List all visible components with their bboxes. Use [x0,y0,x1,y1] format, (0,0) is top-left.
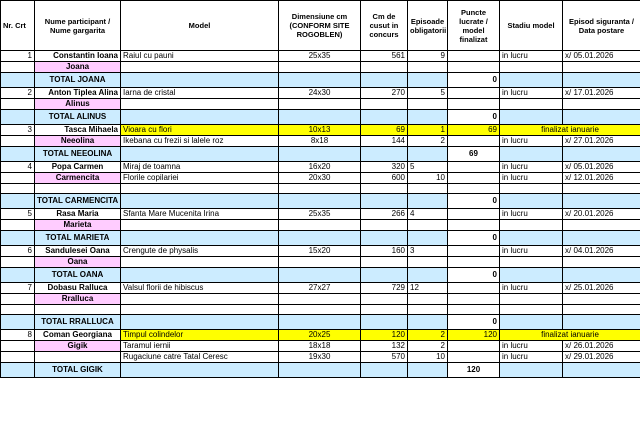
cell-empty[interactable] [361,194,408,209]
total-value[interactable]: 0 [448,268,500,283]
cell-stage[interactable]: in lucru [500,283,563,294]
cell-cm[interactable]: 320 [361,162,408,173]
cell-model[interactable]: Ikebana cu frezii si lalele roz [121,136,279,147]
cell-nr[interactable]: 3 [1,125,35,136]
cell-model[interactable]: Timpul colindelor [121,330,279,341]
total-label[interactable]: TOTAL MARIETA [35,231,121,246]
cell-participant[interactable]: Rasa Maria [35,209,121,220]
cell-empty[interactable] [121,147,279,162]
cell-empty[interactable] [448,62,500,73]
cell-model[interactable]: Iarna de cristal [121,88,279,99]
table-row [1,88,640,99]
cell-empty[interactable] [408,305,448,315]
cell-episodes[interactable]: 2 [408,341,448,352]
cell-nr[interactable]: 7 [1,283,35,294]
cell-empty[interactable] [448,184,500,194]
cell-cm[interactable]: 160 [361,246,408,257]
cell-empty[interactable] [1,220,35,231]
cell-empty[interactable] [121,231,279,246]
cell-stage[interactable]: in lucru [500,162,563,173]
cell-nickname[interactable]: Oana [35,257,121,268]
cell-episodes[interactable]: 5 [408,88,448,99]
cell-empty[interactable] [121,73,279,88]
cell-empty[interactable] [361,268,408,283]
table-row [1,162,640,173]
cell-cm[interactable]: 266 [361,209,408,220]
cell-empty[interactable] [408,231,448,246]
total-row [1,110,640,125]
cell-empty[interactable] [121,315,279,330]
cell-points[interactable] [448,352,500,363]
cell-empty[interactable] [1,136,35,147]
cell-stage[interactable]: in lucru [500,136,563,147]
cell-stage[interactable]: in lucru [500,352,563,363]
cell-model[interactable]: Taramul iernii [121,341,279,352]
cell-empty[interactable] [279,294,361,305]
cell-empty[interactable] [361,315,408,330]
cell-empty[interactable] [500,194,563,209]
cell-nr[interactable]: 2 [1,88,35,99]
cell-model[interactable]: Raiul cu pauni [121,51,279,62]
header-episodes[interactable]: Episoade obligatorii [408,1,448,51]
cell-dimension[interactable]: 8x18 [279,136,361,147]
cell-empty[interactable] [279,62,361,73]
cell-empty[interactable] [121,99,279,110]
cell-empty[interactable] [500,62,563,73]
total-label[interactable]: TOTAL RRALLUCA [35,315,121,330]
cell-stage[interactable]: in lucru [500,209,563,220]
cell-episodes[interactable]: 12 [408,283,448,294]
cell-safety[interactable]: x/ 04.01.2026 [563,246,640,257]
cell-safety[interactable]: x/ 27.01.2026 [563,136,640,147]
cell-stage[interactable]: in lucru [500,246,563,257]
cell-empty[interactable] [408,315,448,330]
cell-empty[interactable] [408,194,448,209]
cell-empty[interactable] [500,305,563,315]
cell-nr[interactable]: 5 [1,209,35,220]
cell-nickname[interactable]: Gigik [35,341,121,352]
cell-empty[interactable] [121,363,279,378]
cell-points[interactable] [448,341,500,352]
cell-points[interactable] [448,246,500,257]
cell-cm[interactable]: 144 [361,136,408,147]
cell-empty[interactable] [1,231,35,246]
total-row [1,147,640,162]
cell-empty[interactable] [279,147,361,162]
cell-empty[interactable] [1,99,35,110]
cell-empty[interactable] [361,257,408,268]
cell-empty[interactable] [279,231,361,246]
cell-dimension[interactable]: 15x20 [279,246,361,257]
cell-points[interactable] [448,162,500,173]
cell-dimension[interactable]: 16x20 [279,162,361,173]
cell-empty[interactable] [408,184,448,194]
header-stage[interactable]: Stadiu model [500,1,563,51]
cell-empty[interactable] [1,147,35,162]
cell-episodes[interactable]: 9 [408,51,448,62]
cell-model[interactable]: Crengute de physalis [121,246,279,257]
cell-empty[interactable] [500,294,563,305]
cell-stage[interactable]: finalizat ianuarie [500,330,640,341]
cell-participant[interactable]: Tasca Mihaela [35,125,121,136]
cell-stage[interactable]: finalizat ianuarie [500,125,640,136]
cell-dimension[interactable]: 10x13 [279,125,361,136]
table-row [1,246,640,257]
cell-stage[interactable]: in lucru [500,173,563,184]
cell-empty[interactable] [1,184,35,194]
cell-empty[interactable] [408,268,448,283]
cell-empty[interactable] [1,294,35,305]
cell-points[interactable] [448,209,500,220]
cell-empty[interactable] [408,257,448,268]
blank-row [1,184,640,194]
total-value[interactable]: 0 [448,110,500,125]
cell-nr[interactable]: 1 [1,51,35,62]
cell-stage[interactable]: in lucru [500,341,563,352]
cell-episodes[interactable]: 3 [408,246,448,257]
cell-empty[interactable] [1,268,35,283]
cell-nickname[interactable]: Joana [35,62,121,73]
cell-dimension[interactable]: 20x25 [279,330,361,341]
cell-empty[interactable] [121,268,279,283]
cell-empty[interactable] [563,363,640,378]
cell-stage[interactable]: in lucru [500,51,563,62]
header-dimension[interactable]: Dimensiune cm (CONFORM SITE ROGOBLEN) [279,1,361,51]
cell-empty[interactable] [500,99,563,110]
cell-dimension[interactable]: 20x30 [279,173,361,184]
cell-nickname[interactable]: Carmencita [35,173,121,184]
cell-participant[interactable]: Anton Tiplea Alina [35,88,121,99]
cell-nickname[interactable]: Rralluca [35,294,121,305]
cell-dimension[interactable]: 24x30 [279,88,361,99]
table-row [1,209,640,220]
total-row [1,363,640,378]
cell-nr[interactable]: 8 [1,330,35,341]
cell-empty[interactable] [448,99,500,110]
cell-empty[interactable] [121,184,279,194]
cell-empty[interactable] [563,194,640,209]
total-value[interactable]: 0 [448,73,500,88]
cell-empty[interactable] [448,305,500,315]
cell-empty[interactable] [448,257,500,268]
cell-safety[interactable]: x/ 25.01.2026 [563,283,640,294]
cell-points[interactable] [448,283,500,294]
cell-empty[interactable] [121,220,279,231]
cell-empty[interactable] [563,305,640,315]
cell-dimension[interactable]: 25x35 [279,51,361,62]
header-safety[interactable]: Episod siguranta / Data postare [563,1,640,51]
cell-empty[interactable] [279,73,361,88]
cell-points[interactable] [448,136,500,147]
cell-cm[interactable]: 270 [361,88,408,99]
cell-empty[interactable] [1,73,35,88]
cell-empty[interactable] [279,194,361,209]
table-row [1,257,640,268]
cell-episodes[interactable]: 4 [408,209,448,220]
total-label[interactable]: TOTAL CARMENCITA [35,194,121,209]
cell-dimension[interactable]: 18x18 [279,341,361,352]
cell-empty[interactable] [279,220,361,231]
cell-empty[interactable] [35,352,121,363]
total-value[interactable]: 0 [448,315,500,330]
cell-empty[interactable] [500,268,563,283]
cell-empty[interactable] [361,99,408,110]
cell-dimension[interactable]: 27x27 [279,283,361,294]
blank-row [1,305,640,315]
cell-safety[interactable]: x/ 12.01.2026 [563,173,640,184]
total-row [1,73,640,88]
cell-empty[interactable] [1,305,35,315]
cell-empty[interactable] [1,62,35,73]
cell-empty[interactable] [408,110,448,125]
cell-empty[interactable] [408,62,448,73]
cell-cm[interactable]: 69 [361,125,408,136]
cell-participant[interactable]: Constantin Ioana [35,51,121,62]
cell-empty[interactable] [563,62,640,73]
cell-nickname[interactable]: Neeolina [35,136,121,147]
cell-empty[interactable] [563,73,640,88]
cell-model[interactable]: Sfanta Mare Mucenita Irina [121,209,279,220]
cell-empty[interactable] [1,341,35,352]
table-row [1,173,640,184]
total-row [1,315,640,330]
cell-empty[interactable] [361,220,408,231]
cell-model[interactable]: Valsul florii de hibiscus [121,283,279,294]
cell-points[interactable] [448,173,500,184]
total-label[interactable]: TOTAL OANA [35,268,121,283]
cell-points[interactable]: 120 [448,330,500,341]
cell-episodes[interactable]: 2 [408,330,448,341]
cell-empty[interactable] [1,110,35,125]
cell-empty[interactable] [563,315,640,330]
table-row [1,136,640,147]
total-label[interactable]: TOTAL NEEOLINA [35,147,121,162]
cell-empty[interactable] [408,294,448,305]
total-value[interactable]: 69 [448,147,500,162]
cell-cm[interactable]: 132 [361,341,408,352]
cell-empty[interactable] [563,231,640,246]
cell-empty[interactable] [361,231,408,246]
cell-empty[interactable] [500,257,563,268]
header-model[interactable]: Model [121,1,279,51]
cell-points[interactable]: 69 [448,125,500,136]
cell-empty[interactable] [121,110,279,125]
cell-empty[interactable] [279,268,361,283]
cell-empty[interactable] [563,147,640,162]
cell-empty[interactable] [279,99,361,110]
cell-empty[interactable] [408,220,448,231]
total-row [1,194,640,209]
cell-empty[interactable] [563,110,640,125]
total-label[interactable]: TOTAL JOANA [35,73,121,88]
cell-empty[interactable] [448,220,500,231]
header-points[interactable]: Puncte lucrate / model finalizat [448,1,500,51]
cell-empty[interactable] [500,231,563,246]
cell-safety[interactable]: x/ 20.01.2026 [563,209,640,220]
cell-empty[interactable] [408,363,448,378]
cell-episodes[interactable]: 1 [408,125,448,136]
cell-empty[interactable] [279,110,361,125]
cell-participant[interactable]: Popa Carmen [35,162,121,173]
cell-model[interactable]: Florile copilariei [121,173,279,184]
total-value[interactable]: 120 [448,363,500,378]
cell-empty[interactable] [1,257,35,268]
cell-empty[interactable] [563,268,640,283]
table-row [1,220,640,231]
cell-empty[interactable] [279,315,361,330]
cell-safety[interactable]: x/ 17.01.2026 [563,88,640,99]
cell-empty[interactable] [1,363,35,378]
cell-empty[interactable] [563,184,640,194]
cell-empty[interactable] [279,363,361,378]
cell-empty[interactable] [408,73,448,88]
cell-empty[interactable] [500,315,563,330]
header-cm[interactable]: Cm de cusut in concurs [361,1,408,51]
header-nr[interactable]: Nr. Crt [1,1,35,51]
cell-empty[interactable] [1,352,35,363]
cell-empty[interactable] [121,62,279,73]
table-row [1,125,640,136]
cell-participant[interactable]: Sandulesei Oana [35,246,121,257]
cell-empty[interactable] [448,294,500,305]
cell-episodes[interactable]: 2 [408,136,448,147]
total-label[interactable]: TOTAL GIGIK [35,363,121,378]
cell-model[interactable]: Rugaciune catre Tatal Ceresc [121,352,279,363]
cell-empty[interactable] [408,99,448,110]
cell-empty[interactable] [1,315,35,330]
cell-empty[interactable] [500,73,563,88]
table-row [1,51,640,62]
cell-empty[interactable] [279,184,361,194]
total-value[interactable]: 0 [448,194,500,209]
cell-empty[interactable] [361,305,408,315]
cell-nr[interactable]: 4 [1,162,35,173]
cell-empty[interactable] [279,305,361,315]
cell-empty[interactable] [121,257,279,268]
cell-empty[interactable] [563,220,640,231]
cell-safety[interactable]: x/ 26.01.2026 [563,341,640,352]
cell-cm[interactable]: 600 [361,173,408,184]
header-participant[interactable]: Nume participant / Nume gargarita [35,1,121,51]
cell-empty[interactable] [35,184,121,194]
cell-cm[interactable]: 729 [361,283,408,294]
cell-empty[interactable] [563,257,640,268]
cell-model[interactable]: Vioara cu flori [121,125,279,136]
total-value[interactable]: 0 [448,231,500,246]
table-row [1,330,640,341]
total-label[interactable]: TOTAL ALINUS [35,110,121,125]
cell-empty[interactable] [1,173,35,184]
cell-cm[interactable]: 120 [361,330,408,341]
cell-empty[interactable] [563,294,640,305]
cell-safety[interactable]: x/ 29.01.2026 [563,352,640,363]
cell-empty[interactable] [361,184,408,194]
cell-empty[interactable] [279,257,361,268]
cell-empty[interactable] [500,363,563,378]
total-row [1,268,640,283]
cell-episodes[interactable]: 10 [408,352,448,363]
cell-safety[interactable]: x/ 05.01.2026 [563,162,640,173]
cell-empty[interactable] [500,184,563,194]
cell-stage[interactable]: in lucru [500,88,563,99]
cell-dimension[interactable]: 19x30 [279,352,361,363]
cell-empty[interactable] [121,305,279,315]
header-row [1,1,640,51]
table-row [1,341,640,352]
cell-empty[interactable] [500,147,563,162]
cell-empty[interactable] [361,110,408,125]
cell-episodes[interactable]: 10 [408,173,448,184]
cell-empty[interactable] [361,294,408,305]
cell-cm[interactable]: 570 [361,352,408,363]
cell-episodes[interactable]: 5 [408,162,448,173]
cell-model[interactable]: Miraj de toamna [121,162,279,173]
cell-empty[interactable] [408,147,448,162]
cell-points[interactable] [448,51,500,62]
cell-cm[interactable]: 561 [361,51,408,62]
cell-dimension[interactable]: 25x35 [279,209,361,220]
table-row [1,294,640,305]
table-row [1,283,640,294]
cell-empty[interactable] [361,73,408,88]
cell-nickname[interactable]: Alinus [35,99,121,110]
table-row [1,62,640,73]
cell-empty[interactable] [121,294,279,305]
cell-empty[interactable] [1,194,35,209]
cell-empty[interactable] [500,110,563,125]
total-row [1,231,640,246]
table-row [1,99,640,110]
cell-points[interactable] [448,88,500,99]
cell-safety[interactable]: x/ 05.01.2026 [563,51,640,62]
cell-empty[interactable] [563,99,640,110]
cell-empty[interactable] [500,220,563,231]
cell-participant[interactable]: Coman Georgiana [35,330,121,341]
cell-empty[interactable] [361,363,408,378]
cell-nickname[interactable]: Marieta [35,220,121,231]
cell-empty[interactable] [121,194,279,209]
cell-empty[interactable] [35,305,121,315]
table-row [1,352,640,363]
cell-empty[interactable] [361,62,408,73]
cell-participant[interactable]: Dobasu Ralluca [35,283,121,294]
cell-nr[interactable]: 6 [1,246,35,257]
cell-empty[interactable] [361,147,408,162]
